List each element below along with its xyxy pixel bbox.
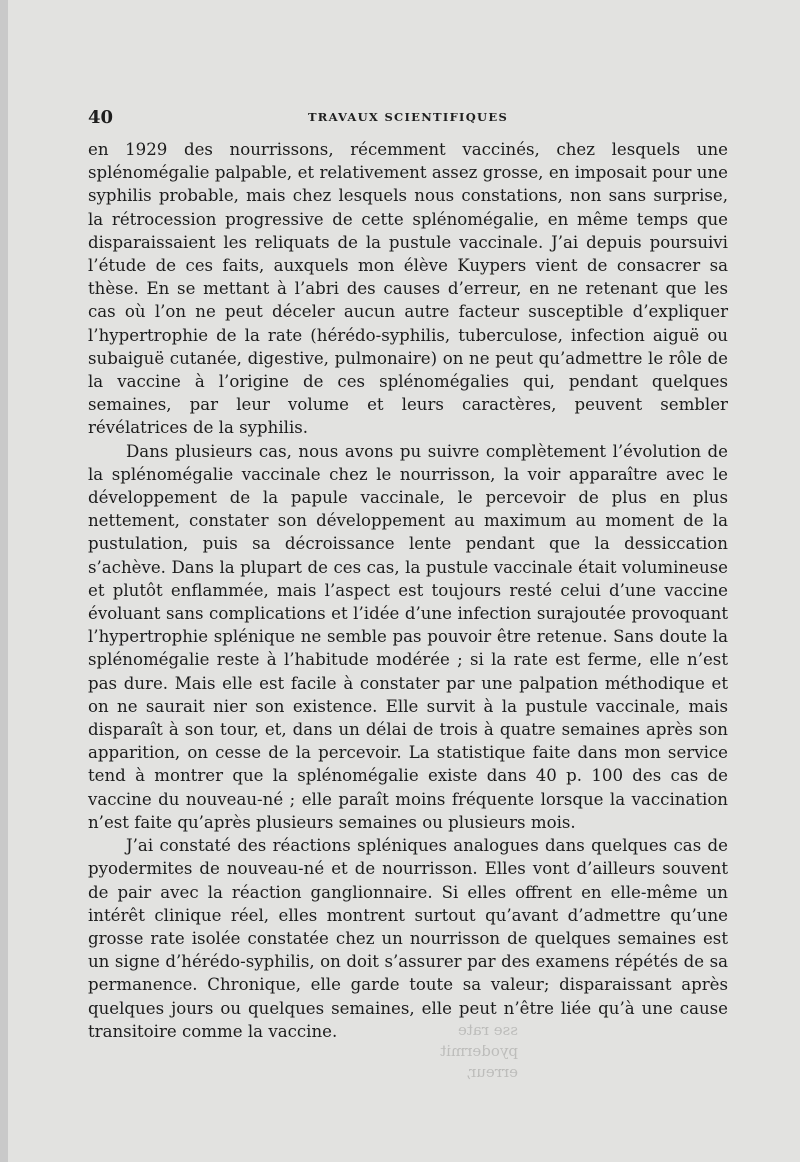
paragraph-2: Dans plusieurs cas, nous avons pu suivre complètement l’évolution de la splénomégalie vaccinale chez le nourrisson, la voir apparaître avec le développement de la papule vaccinale, le percevoir de plus en plus nettement, constater son développement au maximum au moment de la pustulation, puis sa décroissance lente pendant que la dessiccation s’achève. Dans la plupart de ces cas, la pustule vaccinale était volumineuse et plutôt enflammée, mais l’aspect est toujours resté celui d’une vaccine évoluant sans complications et l’idée d’une infection surajoutée provoquant l’hypertrophie splénique ne semble pas pouvoir être retenue. Sans doute la splénomégalie reste à l’habitude modérée ; si la rate est ferme, elle n’est pas dure. Mais elle est facile à constater par une palpation méthodique et on ne saurait nier son existence. Elle survit à la pustule vaccinale, mais disparaît à son tour, et, dans un délai de trois à quatre semaines après son apparition, on cesse de la percevoir. La statistique faite dans mon service tend à montrer que la splénomégalie existe dans 40 p. 100 des cas de vaccine du nouveau-né ; elle paraît moins fréquente lorsque la vaccination n’est faite qu’après plusieurs semaines ou plusieurs mois. [88, 441, 728, 832]
paragraph-3: J’ai constaté des réactions spléniques analogues dans quelques cas de pyodermites de nouveau-né et de nourrisson. Elles vont d’ailleurs souvent de pair avec la réaction ganglionnaire. Si elles offrent en elle-même un intérêt clinique réel, elles montrent surtout qu’avant d’admettre qu’une grosse rate isolée constatée chez un nourrisson de quelques semaines est un signe d’hérédo-syphilis, on doit s’assurer par des examens répétés de sa permanence. Chronique, elle garde toute sa valeur; disparaissant après quelques jours ou quelques semaines, elle peut n’être liée qu’à une cause transitoire comme la vaccine. [88, 836, 728, 1041]
bleed-through-line: erreur, [465, 1063, 518, 1081]
page-header [88, 107, 728, 129]
page-number: 40 [88, 107, 114, 128]
document-page [8, 0, 800, 1162]
paragraph-1: en 1929 des nourrissons, récemment vaccinés, chez lesquels une splénomégalie palpable, et relativement assez grosse, en imposait pour une syphilis probable, mais chez lesquels nous constations, non sans surprise, la rétrocession progressive de cette splénomégalie, en même temps que disparaissaient les reliquats de la pustule vaccinale. J’ai depuis poursuivi l’étude de ces faits, auxquels mon élève Kuypers vient de consacrer sa thèse. En se mettant à l’abri des causes d’erreur, en ne retenant que les cas où l’on ne peut déceler aucun autre facteur susceptible d’expliquer l’hypertrophie de la rate (hérédo-syphilis, tuberculose, infection aiguë ou subaiguë cutanée, digestive, pulmonaire) on ne peut qu’admettre le rôle de la vaccine à l’origine de ces splénomégalies qui, pendant quelques semaines, par leur volume et leurs caractères, peuvent sembler révélatrices de la syphilis. [88, 140, 728, 438]
bleed-through-line: sse rate [457, 1021, 518, 1039]
running-title: TRAVAUX SCIENTIFIQUES [307, 110, 509, 124]
body-text [88, 138, 728, 1043]
bleed-through-line: pyodermit [440, 1042, 518, 1060]
